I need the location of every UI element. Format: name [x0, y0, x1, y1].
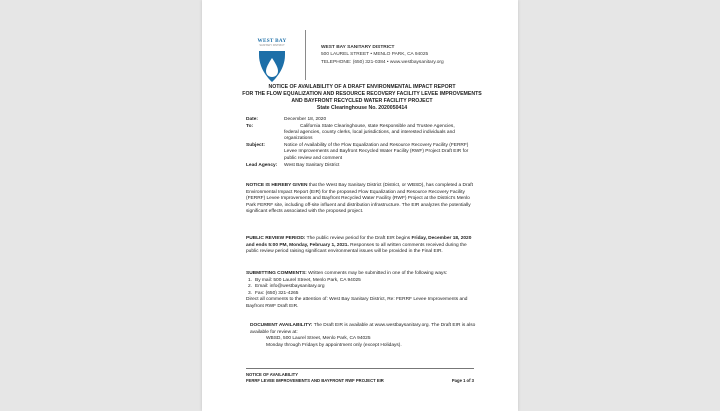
title-line-3: AND BAYFRONT RECYCLED WATER FACILITY PROJECT — [291, 98, 433, 104]
org-name: WEST BAY SANITARY DISTRICT — [321, 45, 395, 50]
list-number: 2. — [248, 284, 253, 289]
water-drop-icon — [258, 49, 286, 83]
comments-paragraph — [246, 271, 476, 310]
lead-agency-value: West Bay Sanitary District — [284, 162, 340, 168]
lead-agency-label: Lead Agency: — [246, 162, 278, 168]
date-row — [246, 117, 476, 123]
review-body-1: The public review period for the Draft EIR begins — [305, 236, 412, 241]
letterhead-divider — [305, 30, 306, 80]
lead-agency-row — [246, 163, 476, 169]
review-heading: PUBLIC REVIEW PERIOD: — [246, 236, 306, 241]
availability-heading: DOCUMENT AVAILABILITY: — [250, 323, 313, 328]
org-street: 500 LAUREL STREET • MENLO PARK, CA 94025 — [321, 52, 429, 58]
letterhead-address — [321, 44, 444, 66]
logo-name: WEST BAY — [257, 38, 287, 44]
footer-divider — [246, 368, 474, 369]
to-value-line-1: California State Clearinghouse, state Responsible and Trustee Agencies, — [300, 123, 455, 129]
title-line-2: FOR THE FLOW EQUALIZATION AND RESOURCE RECOVERY FACILITY LEVEE IMPROVEMENTS — [242, 91, 482, 97]
to-row — [246, 124, 476, 143]
list-text: By mail: 500 Laurel Street, Menlo Park, CA 94025 — [255, 277, 361, 283]
availability-body: The Draft EIR is available at www.westbaysanitary.org. The Draft EIR is also available for review at: — [250, 323, 476, 335]
comments-list — [246, 278, 476, 298]
to-label: To: — [246, 123, 254, 129]
logo-subtitle: SANITARY DISTRICT — [259, 44, 285, 47]
list-number: 1. — [248, 277, 253, 283]
subject-label: Subject: — [246, 143, 265, 149]
subject-value: Notice of Availability of the Flow Equalization and Resource Recovery Facility (FERRF) Levee Improvements and Bayfront Recycled Water Facility (RWF) Project Draft EIR for public review and comment — [284, 143, 469, 161]
org-phone-web: TELEPHONE: (650) 321-0384 • www.westbaysanitary.org — [321, 59, 444, 65]
availability-paragraph — [246, 323, 476, 349]
footer-line-1: NOTICE OF AVAILABILITY — [246, 372, 299, 377]
review-body-2: Responses to all written comments received during the public review period raising significant environmental issues will be provided in the Final EIR. — [246, 242, 467, 254]
availability-address: WBSD, 500 Laurel Street, Menlo Park, CA 94025 — [266, 336, 371, 341]
date-label: Date: — [246, 117, 258, 122]
notice-body: that the West Bay Sanitary District (District, or WBSD), has completed a Draft Environmental Impact Report (EIR) for the proposed Flow Equalization and Resource Recovery Facility (FERRF) Levee Improvements and Bayfront Recycled Water Facility (RWF) Project at the District's Menlo Park FERRF site, including off-site influent and distribution infrastructure. The EIR analyzes the potentially significant effects associated with the proposed project. — [246, 183, 473, 214]
footer-line-2: FERRF LEVEE IMPROVEMENTS AND BAYFRONT RWF PROJECT EIR — [246, 378, 384, 383]
title-line-4: State Clearinghouse No. 2020050414 — [316, 105, 408, 111]
notice-paragraph — [246, 183, 476, 216]
to-value-line-2: federal agencies, county clerks, local jurisdictions, and interested individuals and organizations — [284, 130, 455, 142]
list-text: Email: info@westbaysanitary.org — [255, 284, 325, 289]
document-page — [202, 0, 518, 411]
page-footer — [246, 372, 474, 384]
comments-intro: Written comments may be submitted in one of the following ways: — [306, 271, 448, 276]
title-line-1: NOTICE OF AVAILABILITY OF A DRAFT ENVIRONMENTAL IMPACT REPORT — [268, 84, 456, 90]
page-number: Page 1 of 3 — [451, 378, 474, 383]
viewer-background-right — [518, 0, 720, 411]
memo-header — [246, 117, 476, 169]
subject-row — [246, 143, 476, 162]
list-item — [248, 290, 476, 298]
list-text: Fax: (650) 321-4265 — [255, 290, 299, 296]
district-logo — [254, 38, 290, 84]
viewer-background-left — [0, 0, 202, 411]
comments-heading: SUBMITTING COMMENTS: — [246, 271, 307, 276]
availability-hours: Monday through Fridays by appointment only (except Holidays). — [266, 342, 402, 348]
list-number: 3. — [248, 290, 253, 296]
to-value — [284, 123, 476, 143]
notice-heading: NOTICE IS HEREBY GIVEN — [246, 183, 308, 188]
review-paragraph — [246, 236, 476, 256]
notice-title — [222, 84, 502, 112]
availability-text — [246, 323, 476, 336]
review-dates: Friday, December 18, 2020 and ends 5:00 PM, Monday, February 1, 2021. — [246, 236, 472, 248]
comments-direct: Direct all comments to the attention of: West Bay Sanitary District, Re: FERRF Levee Improvements and Bayfront RWF Draft EIR. — [246, 297, 468, 309]
date-value: December 18, 2020 — [284, 117, 327, 122]
